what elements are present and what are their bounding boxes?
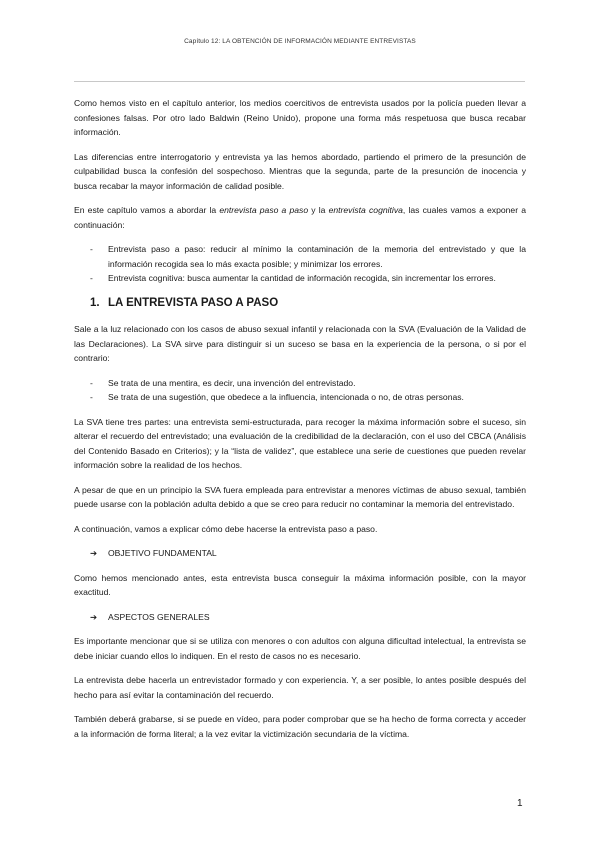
section-title: LA ENTREVISTA PASO A PASO — [108, 296, 279, 309]
interview-types-list — [74, 242, 526, 286]
arrow-icon: ➔ — [90, 611, 98, 622]
paragraph: Sale a la luz relacionado con los casos de abuso sexual infantil y relacionada con la SVA (Evaluación de la Validad de las Declaraciones). La SVA sirve para distinguir si un suceso se basa en la experiencia de la persona, o si por el contrario: — [74, 324, 526, 363]
paragraph: A pesar de que en un principio la SVA fuera empleada para entrevistar a menores víctimas de abuso sexual, también puede usarse con la población adulta debido a que se creo para reducir no contaminar la memoria del entrevistado. — [74, 484, 526, 509]
subheading-title: ASPECTOS GENERALES — [108, 611, 210, 622]
paragraph: Es importante mencionar que si se utiliza con menores o con adultos con alguna dificultad intelectual, la entrevista se debe iniciar cuando ellos lo indiquen. En el resto de casos no es necesario. — [74, 636, 526, 661]
paragraph — [74, 203, 526, 232]
sva-cases-list — [74, 376, 526, 405]
paragraph-text: En este capítulo vamos a abordar la — [74, 205, 220, 215]
running-header: Capítulo 12: LA OBTENCIÓN DE INFORMACIÓN MEDIANTE ENTREVISTAS — [184, 38, 416, 45]
emphasis-text: entrevista cognitiva — [328, 205, 403, 215]
paragraph: También deberá grabarse, si se puede en vídeo, para poder comprobar que se ha hecho de forma correcta y acceder a la información de forma literal; a la vez evitar la victimización secundaria de la víctima. — [74, 714, 526, 739]
paragraph: Las diferencias entre interrogatorio y entrevista ya las hemos abordado, partiendo el primero de la presunción de culpabilidad busca la confesión del sospechoso. Mientras que la segunda, parte de la presunción de inocencia y busca recabar la mayor información de calidad posible. — [74, 151, 526, 191]
paragraph: A continuación, vamos a explicar cómo debe hacerse la entrevista paso a paso. — [74, 523, 378, 534]
emphasis-text: entrevista paso a paso — [219, 205, 309, 215]
section-heading — [74, 296, 526, 311]
paragraph-text: , las cuales vamos a exponer a continuación: — [74, 205, 526, 230]
subheading — [74, 610, 526, 625]
document-body — [74, 96, 526, 751]
subheading-title: OBJETIVO FUNDAMENTAL — [108, 548, 217, 558]
list-item: - Se trata de una sugestión, que obedece a la influencia, intencionada o no, de otras personas. — [74, 390, 526, 405]
section-number: 1. — [90, 296, 100, 309]
paragraph: La SVA tiene tres partes: una entrevista semi-estructurada, para recoger la máxima información sobre el suceso, sin alterar el recuerdo del entrevistado; una evaluación de la credibilidad de la declaración, con el uso del CBCA (Análisis del Contenido Basado en Criterios); y la “lista de validez”, que establece una serie de cuestiones que pueden revelar información sobre la realidad de los hechos. — [74, 416, 526, 470]
list-item: - Se trata de una mentira, es decir, una invención del entrevistado. — [74, 376, 526, 391]
page-number: 1 — [517, 798, 523, 809]
subheading — [74, 546, 526, 561]
paragraph: Como hemos visto en el capítulo anterior, los medios coercitivos de entrevista usados por la policía pueden llevar a confesiones falsas. Por otro lado Baldwin (Reino Unido), propone una forma más respetuosa que busca recabar información. — [74, 98, 526, 137]
arrow-icon: ➔ — [90, 548, 98, 558]
list-item: - Entrevista paso a paso: reducir al mínimo la contaminación de la memoria del entrevistado y que la información recogida sea lo más exacta posible; y minimizar los errores. — [74, 242, 526, 271]
header-divider — [74, 81, 525, 82]
paragraph: Como hemos mencionado antes, esta entrevista busca conseguir la máxima información posible, con la mayor exactitud. — [74, 572, 526, 597]
list-item: - Entrevista cognitiva: busca aumentar la cantidad de información recogida, sin incrementar los errores. — [74, 271, 526, 286]
paragraph: La entrevista debe hacerla un entrevistador formado y con experiencia. Y, a ser posible, lo antes posible después del hecho para así evitar la contaminación del recuerdo. — [74, 675, 526, 700]
paragraph-text: y la — [308, 205, 329, 215]
